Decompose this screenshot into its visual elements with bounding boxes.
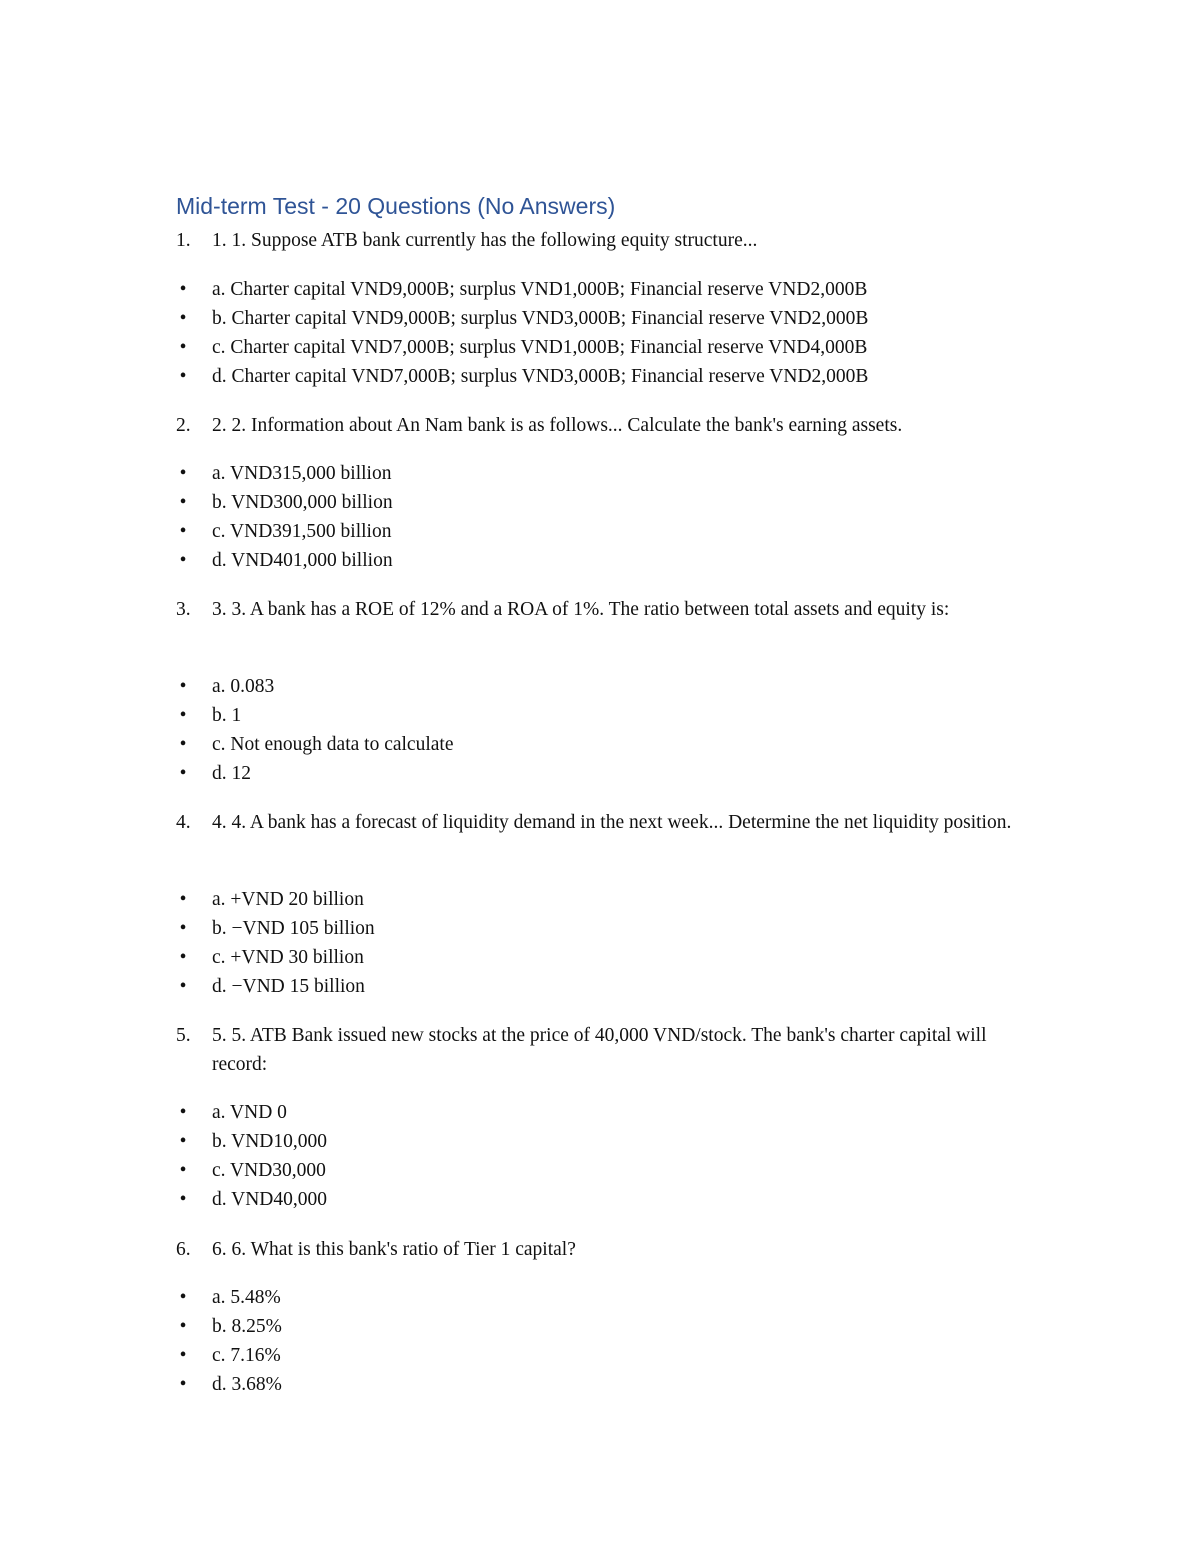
question-text: 6. 6. What is this bank's ratio of Tier 1 capital? [212,1239,576,1260]
option-item [176,362,868,391]
option-item [176,1127,327,1156]
bullet-icon: • [179,1189,187,1210]
option-text: a. VND 0 [212,1102,287,1123]
bullet-icon: • [179,1131,187,1152]
question-text: 3. 3. A bank has a ROE of 12% and a ROA of 1%. The ratio between total assets and equity is: [212,599,950,620]
question-6 [176,1235,1012,1264]
bullet-icon: • [179,763,187,784]
option-text: b. 1 [212,705,242,726]
option-text: c. Charter capital VND7,000B; surplus VND1,000B; Financial reserve VND4,000B [212,337,868,358]
bullet-icon: • [179,889,187,910]
option-item [176,1341,281,1370]
option-text: b. Charter capital VND9,000B; surplus VND3,000B; Financial reserve VND2,000B [212,308,869,329]
option-text: b. VND10,000 [212,1131,328,1152]
option-text: d. VND401,000 billion [212,550,393,571]
bullet-icon: • [179,279,187,300]
bullet-icon: • [179,1316,187,1337]
option-text: c. +VND 30 billion [212,947,364,968]
option-text: c. 7.16% [212,1345,281,1366]
question-1 [176,226,1012,255]
option-text: a. 5.48% [212,1287,281,1308]
option-item [176,304,868,333]
option-item [176,1370,282,1399]
option-text: c. VND30,000 [212,1160,326,1181]
question-number: 3. [176,599,191,620]
option-text: c. VND391,500 billion [212,521,392,542]
option-item [176,1185,327,1214]
option-item [176,914,375,943]
bullet-icon: • [179,676,187,697]
option-item [176,1098,287,1127]
option-item [176,1312,282,1341]
bullet-icon: • [179,705,187,726]
bullet-icon: • [179,976,187,997]
bullet-icon: • [179,1287,187,1308]
question-4 [176,808,1012,837]
question-text: 4. 4. A bank has a forecast of liquidity demand in the next week... Determine the net liquidity position. [212,812,1012,833]
question-text: 5. 5. ATB Bank issued new stocks at the price of 40,000 VND/stock. The bank's charter capital will record: [212,1025,987,1075]
option-item [176,1156,326,1185]
bullet-icon: • [179,734,187,755]
question-text: 2. 2. Information about An Nam bank is as follows... Calculate the bank's earning assets. [212,415,903,436]
question-text: 1. 1. Suppose ATB bank currently has the following equity structure... [212,230,758,251]
option-text: a. VND315,000 billion [212,463,392,484]
question-number: 6. [176,1239,191,1260]
option-item [176,459,391,488]
option-item [176,943,364,972]
bullet-icon: • [179,1345,187,1366]
option-text: b. VND300,000 billion [212,492,393,513]
option-text: b. 8.25% [212,1316,282,1337]
option-item [176,488,393,517]
bullet-icon: • [179,550,187,571]
option-item [176,672,274,701]
bullet-icon: • [179,308,187,329]
bullet-icon: • [179,337,187,358]
option-text: c. Not enough data to calculate [212,734,454,755]
option-text: d. 12 [212,763,251,784]
bullet-icon: • [179,1160,187,1181]
option-item [176,517,391,546]
page-title: Mid-term Test - 20 Questions (No Answers) [176,193,616,219]
question-number: 4. [176,812,191,833]
option-item [176,885,364,914]
option-item [176,972,365,1001]
question-2 [176,411,1012,440]
question-3 [176,595,1012,624]
bullet-icon: • [179,918,187,939]
option-text: d. Charter capital VND7,000B; surplus VND3,000B; Financial reserve VND2,000B [212,366,869,387]
option-text: a. +VND 20 billion [212,889,364,910]
question-5 [176,1021,1012,1079]
option-item [176,701,241,730]
bullet-icon: • [179,492,187,513]
option-text: b. −VND 105 billion [212,918,375,939]
question-number: 2. [176,415,191,436]
bullet-icon: • [179,463,187,484]
bullet-icon: • [179,1102,187,1123]
option-item [176,333,867,362]
bullet-icon: • [179,947,187,968]
option-item [176,1283,281,1312]
option-text: d. 3.68% [212,1374,282,1395]
bullet-icon: • [179,521,187,542]
option-text: d. VND40,000 [212,1189,328,1210]
bullet-icon: • [179,366,187,387]
option-item [176,730,453,759]
bullet-icon: • [179,1374,187,1395]
option-item [176,759,251,788]
option-text: a. 0.083 [212,676,275,697]
question-number: 1. [176,230,191,251]
option-text: d. −VND 15 billion [212,976,365,997]
question-number: 5. [176,1025,191,1046]
option-item [176,275,867,304]
option-text: a. Charter capital VND9,000B; surplus VND1,000B; Financial reserve VND2,000B [212,279,868,300]
option-item [176,546,393,575]
